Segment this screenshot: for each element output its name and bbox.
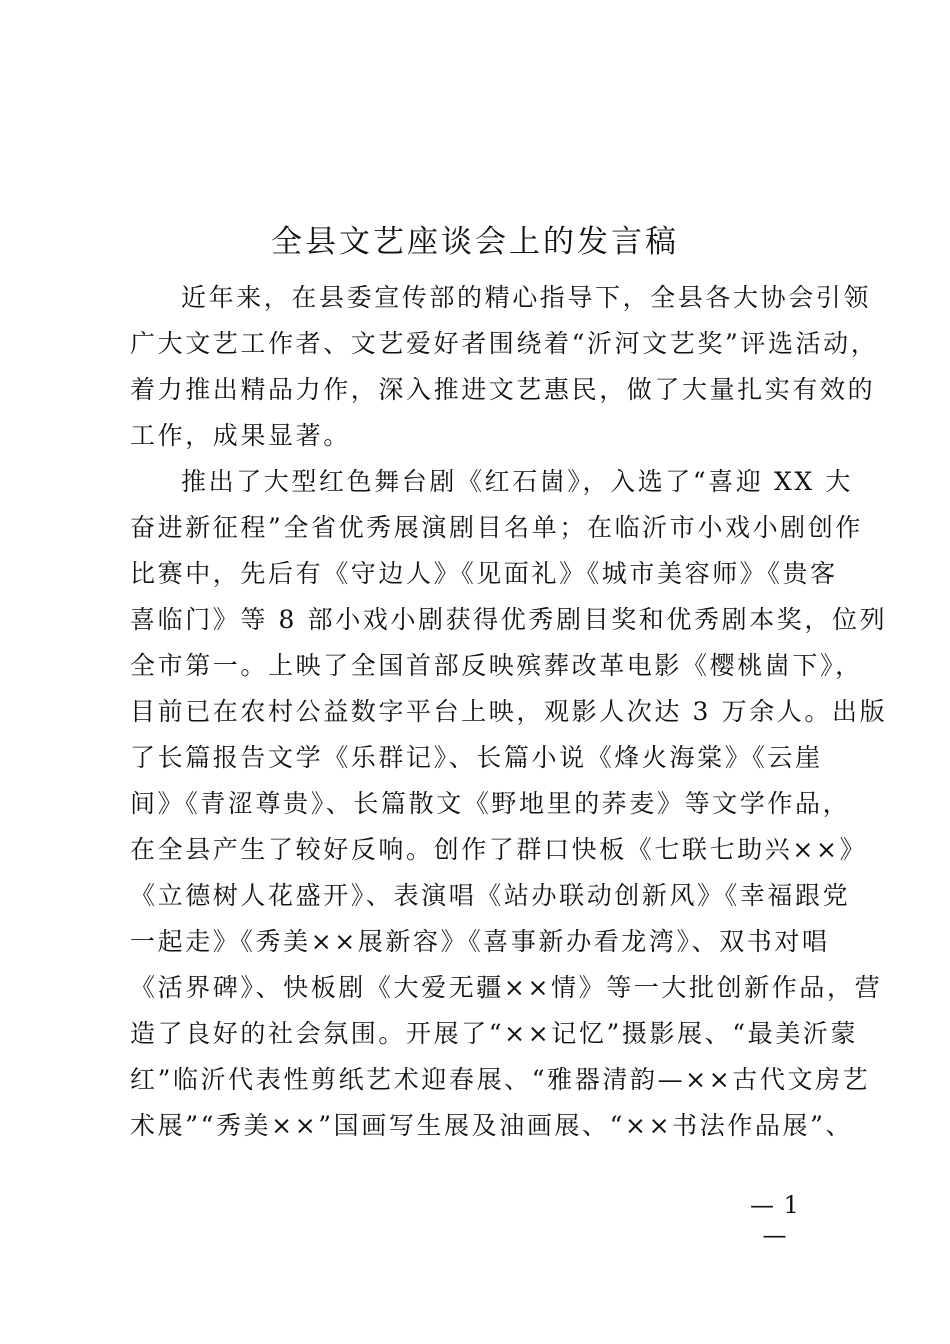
text-line: 《立德树人花盛开》、表演唱《站办联动创新风》《幸福跟党	[130, 881, 851, 910]
text-line: 目前已在农村公益数字平台上映，观影人次达 3 万余人。出版	[130, 697, 888, 726]
text-line: 推出了大型红色舞台剧《红石崮》，入选了“喜迎 XX 大	[181, 467, 853, 496]
text-line: 一起走》《秀美××展新容》《喜事新办看龙湾》、双书对唱	[130, 927, 830, 956]
text-line: 着力推出精品力作，深入推进文艺惠民，做了大量扎实有效的	[130, 375, 876, 404]
text-line: 术展”“秀美××”国画写生展及油画展、“××书法作品展”、	[130, 1111, 854, 1140]
text-line: 比赛中，先后有《守边人》《见面礼》《城市美容师》《贵客	[130, 559, 838, 588]
text-line: 奋进新征程”全省优秀展演剧目名单；在临沂市小戏小剧创作	[130, 513, 863, 542]
text-line: 在全县产生了较好反响。创作了群口快板《七联七助兴××》	[130, 835, 868, 864]
text-line: 《活界碑》、快板剧《大爱无疆××情》等一大批创新作品，营	[130, 973, 883, 1002]
text-line: 近年来，在县委宣传部的精心指导下，全县各大协会引领	[181, 283, 872, 312]
paragraph-1	[130, 275, 879, 459]
text-line: 工作，成果显著。	[130, 421, 351, 450]
page-number: — 1 —	[750, 1191, 800, 1249]
text-line: 造了良好的社会氛围。开展了“××记忆”摄影展、“最美沂蒙	[130, 1019, 859, 1048]
text-line: 了长篇报告文学《乐群记》、长篇小说《烽火海棠》《云崖	[130, 743, 823, 772]
paragraph-2	[130, 459, 888, 1149]
text-line: 广大文艺工作者、文艺爱好者围绕着“沂河文艺奖”评选活动，	[130, 329, 879, 358]
text-line: 喜临门》等 8 部小戏小剧获得优秀剧目奖和优秀剧本奖，位列	[130, 605, 888, 634]
text-line: 全市第一。上映了全国首部反映殡葬改革电影《樱桃崮下》，	[130, 651, 863, 680]
document-body	[130, 275, 888, 1149]
document-title: 全县文艺座谈会上的发言稿	[271, 224, 679, 260]
text-line: 红”临沂代表性剪纸艺术迎春展、“雅器清韵—××古代文房艺	[130, 1065, 871, 1094]
text-line: 间》《青涩尊贵》、长篇散文《野地里的荞麦》等文学作品，	[130, 789, 851, 818]
